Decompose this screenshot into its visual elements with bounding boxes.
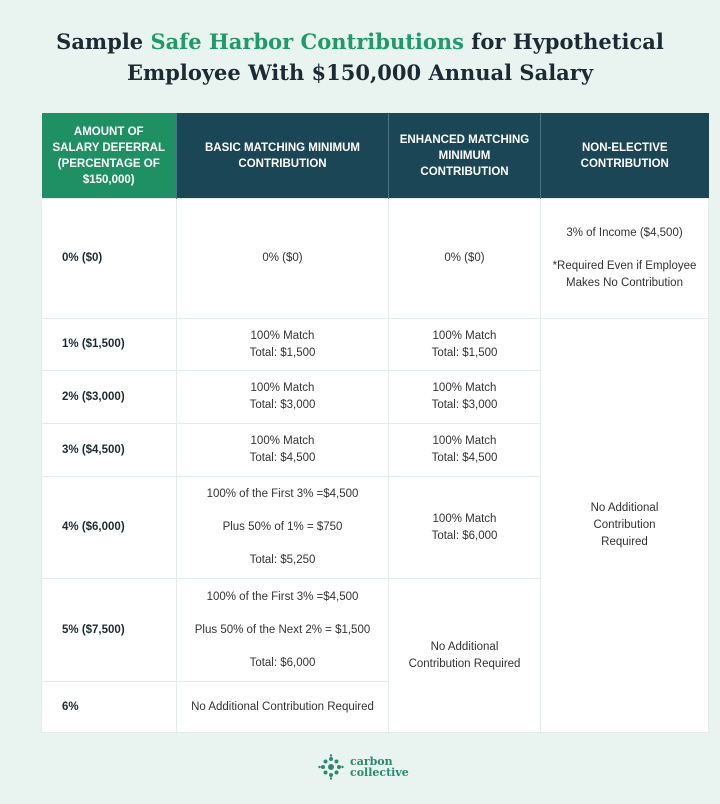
- header-deferral: AMOUNT OF SALARY DEFERRAL (PERCENTAGE OF $150,000): [42, 113, 177, 199]
- basic-cell: [177, 477, 389, 579]
- basic-cell: [177, 579, 389, 682]
- cell-line: 3% of Income ($4,500): [566, 227, 683, 239]
- cell-line: Plus 50% of the Next 2% = $1,500: [194, 623, 371, 636]
- cell-line: 100% of the First 3% =$4,500: [206, 488, 359, 500]
- cell-line: Total: $6,000: [249, 656, 316, 669]
- cell-line: Total: $3,000: [431, 399, 498, 411]
- nonelective-merged-cell: No Additional Contribution Required: [541, 319, 709, 733]
- carbon-collective-logo: [318, 754, 409, 780]
- header-row: [42, 113, 709, 199]
- cell-line: 100% Match: [432, 435, 497, 447]
- title-pre: Sample: [56, 29, 151, 54]
- logo-mark-icon: [318, 754, 344, 780]
- enhanced-cell: [389, 477, 541, 579]
- cell-line: 100% Match: [432, 512, 497, 525]
- cell-line: 100% Match: [432, 329, 497, 342]
- nonelective-cell: [541, 199, 709, 319]
- deferral-cell: 6%: [42, 682, 177, 733]
- cell-line: 0% ($0): [444, 252, 485, 264]
- cell-line: 100% Match: [250, 382, 315, 394]
- page-title: [0, 26, 720, 88]
- basic-cell: [177, 199, 389, 319]
- table-row: [42, 319, 709, 371]
- table-row: [42, 199, 709, 319]
- title-post: for Hypothetical: [464, 29, 664, 54]
- enhanced-cell: [389, 199, 541, 319]
- cell-line: Total: $1,500: [249, 346, 316, 359]
- cell-line: Plus 50% of 1% = $750: [222, 521, 343, 533]
- logo-line1: carbon: [350, 755, 393, 768]
- cell-line: 100% Match: [250, 435, 315, 447]
- header-basic: BASIC MATCHING MINIMUM CONTRIBUTION: [177, 113, 389, 199]
- deferral-cell: 1% ($1,500): [42, 319, 177, 371]
- deferral-cell: 4% ($6,000): [42, 477, 177, 579]
- deferral-cell: 2% ($3,000): [42, 371, 177, 424]
- cell-line: Total: $5,250: [249, 554, 316, 566]
- cell-line: 100% of the First 3% =$4,500: [206, 590, 359, 603]
- basic-cell: [177, 424, 389, 477]
- enhanced-cell: [389, 371, 541, 424]
- cell-line: 100% Match: [250, 329, 315, 342]
- cell-line: Total: $4,500: [249, 452, 316, 464]
- cell-line: Total: $6,000: [431, 529, 498, 542]
- cell-line: *Required Even if Employee Makes No Contribution: [552, 260, 697, 289]
- logo-line2: collective: [350, 766, 409, 779]
- basic-cell: [177, 319, 389, 371]
- deferral-cell: 3% ($4,500): [42, 424, 177, 477]
- cell-line: Total: $4,500: [431, 452, 498, 464]
- enhanced-cell: [389, 424, 541, 477]
- basic-cell: [177, 682, 389, 733]
- cell-line: 0% ($0): [262, 252, 303, 264]
- cell-line: Total: $1,500: [431, 346, 498, 359]
- contribution-table: [41, 113, 709, 733]
- cell-line: 100% Match: [432, 382, 497, 394]
- enhanced-cell: [389, 319, 541, 371]
- cell-line: Total: $3,000: [249, 399, 316, 411]
- deferral-cell: 0% ($0): [42, 199, 177, 319]
- header-enhanced: ENHANCED MATCHING MINIMUM CONTRIBUTION: [389, 113, 541, 199]
- enhanced-merged-cell: No Additional Contribution Required: [389, 579, 541, 733]
- deferral-cell: 5% ($7,500): [42, 579, 177, 682]
- cell-line: No Additional Contribution Required: [191, 700, 374, 713]
- header-nonelective: NON-ELECTIVE CONTRIBUTION: [541, 113, 709, 199]
- title-line2: Employee With $150,000 Annual Salary: [126, 60, 594, 85]
- title-highlight: Safe Harbor Contributions: [150, 29, 464, 54]
- basic-cell: [177, 371, 389, 424]
